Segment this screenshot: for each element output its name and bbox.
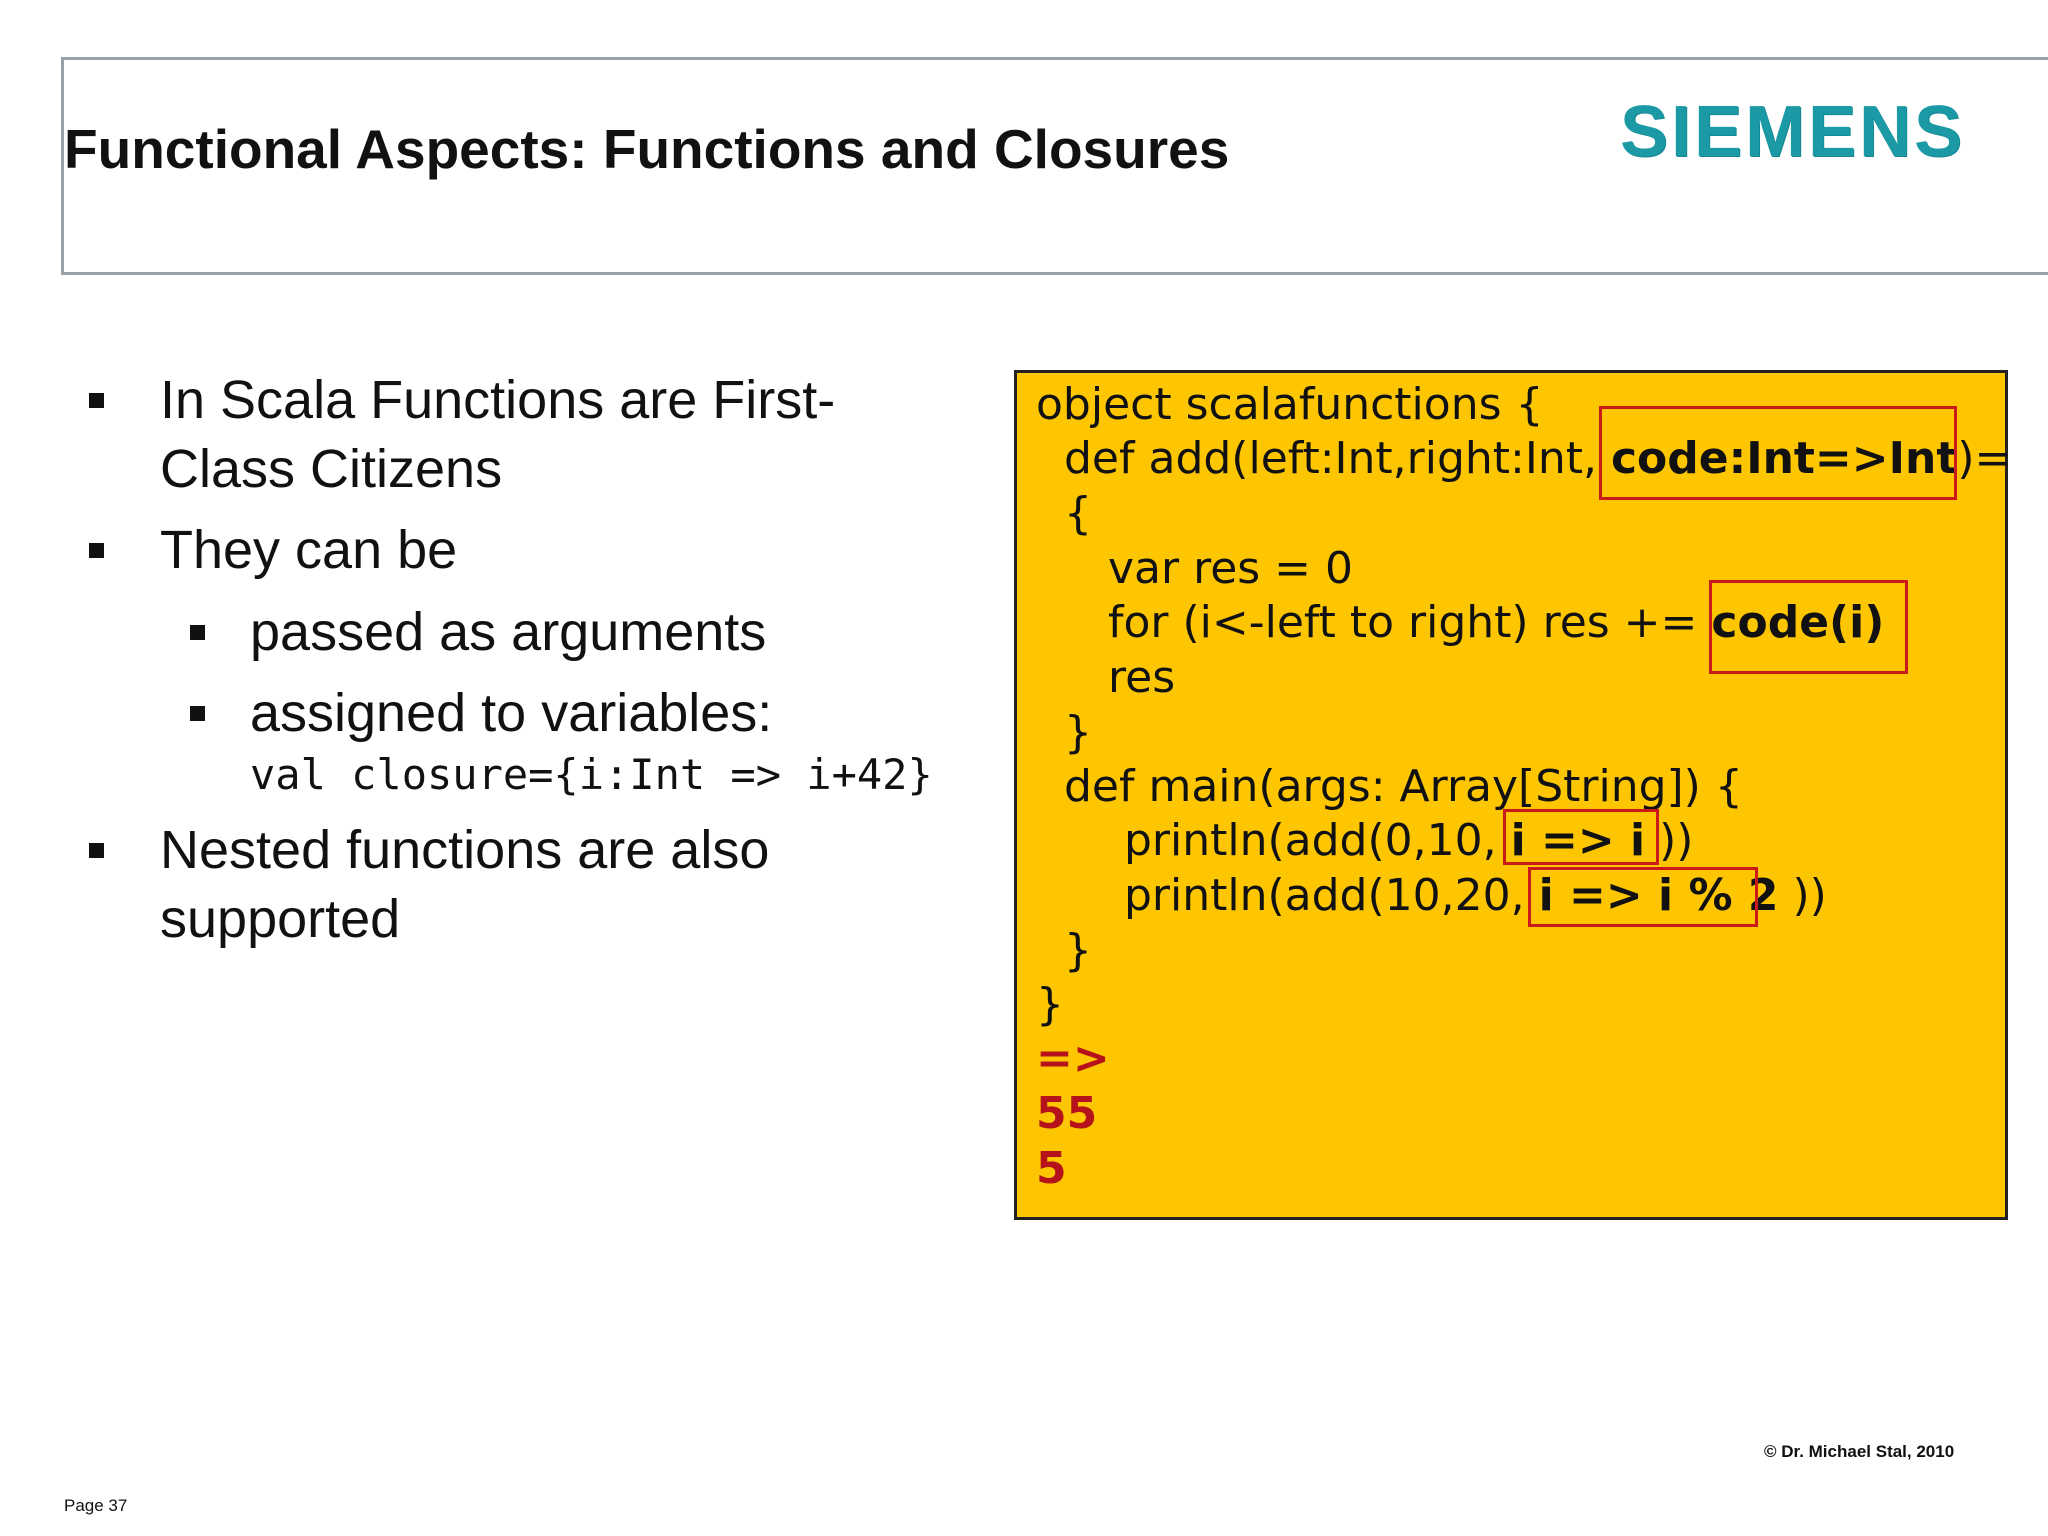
highlight-box-lambda-identity (1503, 809, 1659, 865)
code-line-12: } (1036, 979, 1064, 1030)
code-line-4: var res = 0 (1108, 543, 1354, 594)
highlight-box-code-call (1709, 580, 1908, 674)
bullet-square-icon (89, 543, 104, 558)
code-line-2: def add(left:Int,right:Int, code:Int=>Int)= (1064, 433, 2012, 484)
code-line-9: println(add(0,10, i => i )) (1124, 815, 1694, 866)
sub-bullet-square-icon (190, 625, 205, 640)
siemens-logo: SIEMENS (1620, 92, 1966, 172)
sub-bullet-square-icon (190, 706, 205, 721)
bullet-2: They can be (160, 520, 458, 580)
output-value-2: 5 (1036, 1143, 1067, 1194)
copyright-notice: © Dr. Michael Stal, 2010 (1764, 1442, 1955, 1461)
code-line-5: for (i<-left to right) res += code(i) (1108, 597, 1885, 648)
output-arrow: => (1036, 1033, 1110, 1084)
code-line-7: } (1064, 707, 1092, 758)
code-line-1: object scalafunctions { (1036, 379, 1544, 430)
code-line-10: println(add(10,20, i => i % 2 )) (1124, 870, 1827, 921)
code-line-6: res (1108, 652, 1176, 703)
code-line-8: def main(args: Array[String]) { (1064, 761, 1743, 812)
bullet-1-line-1: In Scala Functions are First- (160, 370, 836, 430)
code-line-3: { (1064, 488, 1092, 539)
closure-code-example: val closure={i:Int => i+42} (250, 750, 933, 799)
highlight-box-code-param (1599, 406, 1957, 500)
output-value-1: 55 (1036, 1088, 1098, 1139)
sub-bullet-2: assigned to variables: (250, 683, 773, 743)
highlight-box-lambda-mod (1528, 867, 1758, 927)
bullet-square-icon (89, 843, 104, 858)
slide-title: Functional Aspects: Functions and Closures (64, 118, 1230, 180)
code-line-11: } (1064, 925, 1092, 976)
bullet-square-icon (89, 393, 104, 408)
bullet-1-line-2: Class Citizens (160, 439, 503, 499)
page-number: Page 37 (64, 1496, 128, 1515)
bullet-3-line-2: supported (160, 889, 401, 949)
bullet-3-line-1: Nested functions are also (160, 820, 770, 880)
sub-bullet-1: passed as arguments (250, 602, 767, 662)
